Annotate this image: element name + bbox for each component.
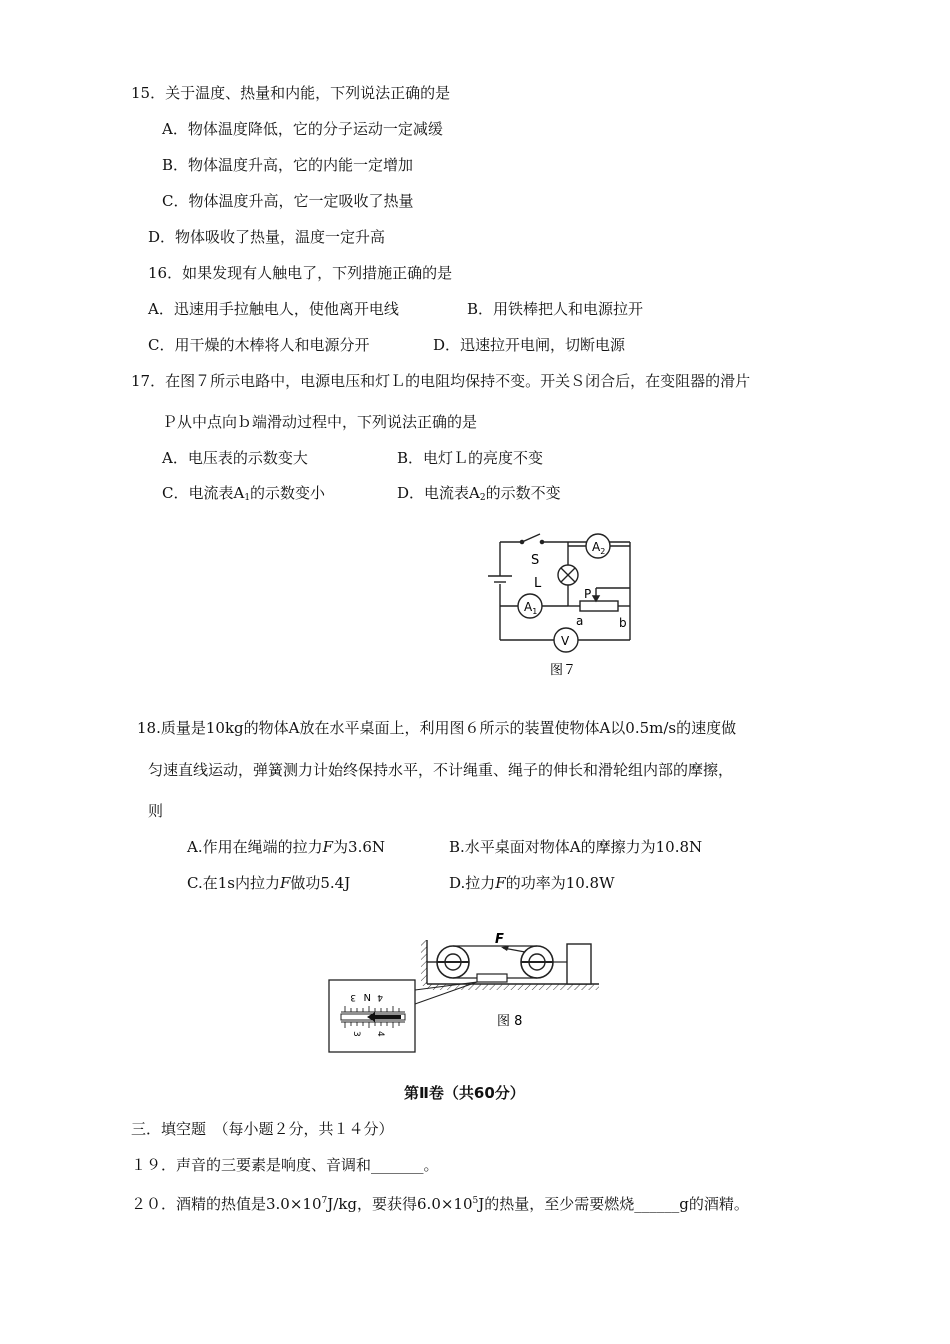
q15-option-a: A．物体温度降低，它的分子运动一定减缓 bbox=[162, 120, 443, 138]
q16-option-b: B．用铁棒把人和电源拉开 bbox=[467, 300, 644, 318]
q15-option-c: C．物体温度升高，它一定吸收了热量 bbox=[162, 192, 414, 210]
q15-stem: 15．关于温度、热量和内能，下列说法正确的是 bbox=[131, 84, 451, 102]
q18-option-b: B.水平桌面对物体A的摩擦力为10.8N bbox=[449, 838, 703, 856]
q18-option-d: D.拉力F的功率为10.8W bbox=[449, 874, 615, 892]
q18-option-c: C.在1s内拉力F做功5.4J bbox=[187, 874, 351, 892]
q15-option-b: B．物体温度升高，它的内能一定增加 bbox=[162, 156, 414, 174]
figure-8-caption: 图 8 bbox=[497, 1014, 523, 1029]
q20: ２０．酒精的热值是$3.0\times 10^7J/kg$，要获得$6.0\times 10^5J$的热量，至少需要燃烧______g的酒精。 bbox=[131, 1195, 749, 1213]
section3-heading: 三．填空题 （每小题２分，共１４分） bbox=[131, 1120, 394, 1138]
q17-option-d: D．电流表$A_2$的示数不变 bbox=[397, 484, 561, 503]
scale-tick-3-bottom: 3 bbox=[351, 1031, 361, 1037]
q18-stem-line2: 匀速直线运动，弹簧测力计始终保持水平，不计绳重、绳子的伸长和滑轮组内部的摩擦， bbox=[148, 761, 734, 779]
end-a-label: a bbox=[576, 614, 584, 628]
block-a bbox=[567, 944, 591, 984]
q18-option-a: A.作用在绳端的拉力F为3.6N bbox=[187, 838, 386, 856]
switch-label: S bbox=[531, 553, 540, 568]
part2-title: 第Ⅱ卷（共60分） bbox=[404, 1084, 525, 1102]
q17-option-c: C．电流表$A_1$的示数变小 bbox=[162, 484, 326, 503]
q18-stem-line1: 18.质量是10kg的物体A放在水平桌面上，利用图６所示的装置使物体A以0.5m/s的速度做 bbox=[137, 719, 737, 737]
q16-option-c: C．用干燥的木棒将人和电源分开 bbox=[148, 336, 370, 354]
spring-scale-icon bbox=[477, 974, 507, 982]
end-b-label: b bbox=[619, 616, 627, 630]
q16-stem: 16．如果发现有人触电了，下列措施正确的是 bbox=[148, 264, 453, 282]
q16-option-d: D．迅速拉开电闸，切断电源 bbox=[433, 336, 626, 354]
q17-stem-line2: Ｐ从中点向ｂ端滑动过程中，下列说法正确的是 bbox=[162, 413, 478, 431]
q17-option-b: B．电灯Ｌ的亮度不变 bbox=[397, 449, 544, 467]
q16-option-a: A．迅速用手拉触电人，使他离开电线 bbox=[148, 300, 399, 318]
q19: １９．声音的三要素是响度、音调和_______。 bbox=[131, 1156, 439, 1174]
lamp-label: L bbox=[534, 576, 542, 591]
meter-a1-label: $A_1$ bbox=[524, 600, 538, 616]
scale-tick-4-top: 4 bbox=[377, 992, 383, 1002]
scale-tick-3-top: 3 bbox=[350, 992, 356, 1002]
pulley-figure-8 bbox=[325, 928, 605, 1058]
scale-unit-n: N bbox=[363, 991, 371, 1002]
q18-stem-line3: 则 bbox=[148, 802, 164, 820]
q15-option-d: D．物体吸收了热量，温度一定升高 bbox=[148, 228, 386, 246]
meter-a2-label: $A_2$ bbox=[592, 540, 606, 556]
figure-7-caption: 图７ bbox=[550, 663, 577, 678]
meter-v-label: V bbox=[561, 634, 570, 648]
slider-label: P bbox=[584, 587, 592, 601]
scale-tick-4-bottom: 4 bbox=[375, 1031, 385, 1037]
circuit-diagram-figure-7 bbox=[484, 530, 644, 685]
q17-stem-line1: 17．在图７所示电路中，电源电压和灯Ｌ的电阻均保持不变。开关Ｓ闭合后，在变阻器的滑片 bbox=[131, 372, 751, 390]
q17-option-a: A．电压表的示数变大 bbox=[162, 449, 308, 467]
force-f-label: F bbox=[495, 932, 504, 947]
